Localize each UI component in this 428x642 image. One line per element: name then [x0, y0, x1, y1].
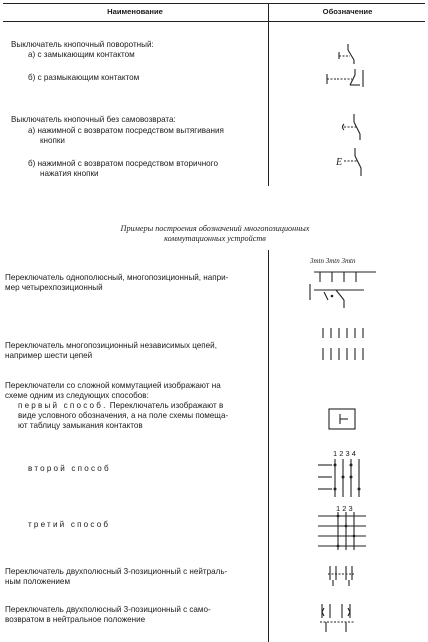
num-4: 4	[351, 449, 356, 458]
twopole-return-symbol	[320, 604, 364, 634]
noreturn-repeat-symbol	[335, 148, 369, 176]
num3-1: 1	[336, 504, 341, 513]
num-3: 3	[345, 449, 350, 458]
method1-line2: виде условного обозначения, а на поле схемы помеща-	[18, 411, 229, 420]
single-pole-switch-symbol	[306, 266, 386, 310]
noreturn-a2: кнопки	[40, 136, 65, 145]
column-divider-upper	[268, 3, 269, 186]
rotary-b: б) с размыкающим контактом	[28, 73, 140, 82]
twopole-ret-line2: возвратом в нейтральное положение	[5, 615, 146, 624]
num-1: 1	[333, 449, 338, 458]
complex-line1: Переключатели со сложной коммутацией изображают на	[5, 381, 221, 390]
noreturn-b2: нажатия кнопки	[40, 169, 99, 178]
table-top-border	[3, 3, 425, 4]
rotary-title: Выключатель кнопочный поворотный:	[11, 40, 154, 49]
complex-line2: схеме одним из следующих способов:	[5, 391, 149, 400]
rotary-a: а) с замыкающим контактом	[28, 50, 135, 59]
six-circuit-switch-symbol	[320, 328, 372, 362]
num3-2: 2	[342, 504, 347, 513]
column-divider-lower	[268, 250, 269, 642]
noreturn-a1: а) нажимной с возвратом посредством вытягивания	[28, 126, 224, 135]
rotary-make-symbol	[336, 42, 366, 64]
noreturn-title: Выключатель кнопочный без самовозврата:	[11, 115, 176, 124]
section2-heading-line1: Примеры построения обозначений многопозиционных	[120, 224, 310, 233]
section2-heading-line2: коммутационных устройств	[164, 234, 266, 243]
single-pole-top-label: 3mtn 3mtn 3mtn	[310, 257, 356, 265]
twopole3-line2: ным положением	[5, 577, 71, 586]
method3-switch-symbol	[318, 512, 374, 552]
twopole-neutral-symbol	[328, 566, 358, 586]
sw-multi-line1: Переключатель многопозиционный независимых цепей,	[5, 341, 217, 350]
method1-label: первый способ.	[18, 401, 108, 410]
method2-label: второй способ	[28, 464, 111, 473]
method3-label: третий способ	[28, 520, 111, 529]
method1-line1	[18, 401, 223, 411]
method2-numbers	[333, 449, 356, 459]
sw-multi-line2: например шести цепей	[5, 351, 93, 360]
twopole-ret-line1: Переключатель двухполюсный 3-позиционный с само-	[5, 605, 211, 614]
method1-text1: Переключатель изображают в	[107, 401, 224, 410]
num-2: 2	[339, 449, 344, 458]
num3-3: 3	[348, 504, 353, 513]
header-symbol: Обозначение	[322, 7, 373, 16]
noreturn-b1: б) нажимной с возвратом посредством вторичного	[28, 159, 218, 168]
svg-text:E: E	[336, 157, 343, 168]
rotary-break-symbol	[325, 68, 371, 88]
sw-single-line2: мер четырехпозиционный	[5, 283, 103, 292]
twopole3-line1: Переключатель двухполюсный 3-позиционный с нейтраль-	[5, 567, 228, 576]
method1-box-symbol	[328, 408, 358, 432]
header-name: Наименование	[107, 7, 163, 16]
method2-switch-symbol	[318, 459, 372, 499]
method1-line3: ют таблицу замыкания контактов	[18, 421, 143, 430]
header-bottom-border	[3, 21, 425, 22]
sw-single-line1: Переключатель однополюсный, многопозиционный, напри-	[5, 273, 229, 282]
noreturn-pull-symbol	[340, 114, 368, 140]
